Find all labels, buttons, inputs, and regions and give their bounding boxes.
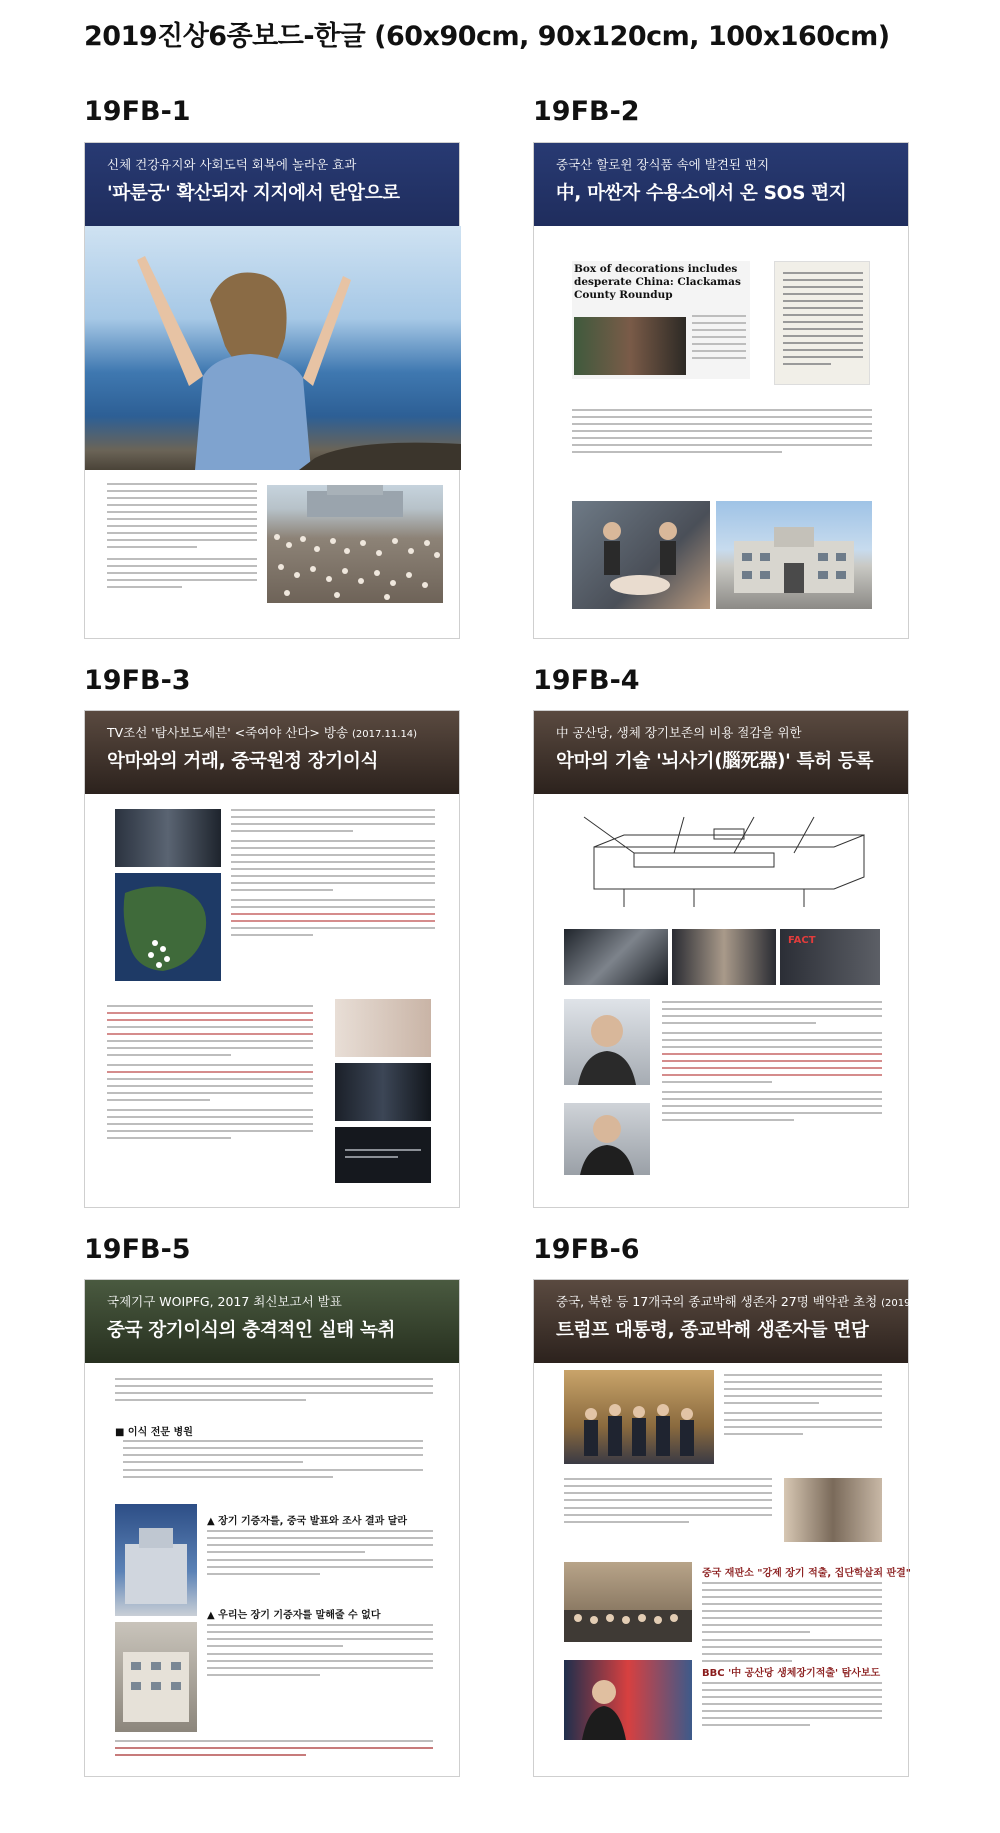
section-text	[123, 1440, 423, 1483]
board-subtitle-date: (2019.7.17)	[881, 1298, 940, 1309]
meeting-photo-2	[784, 1478, 882, 1542]
crowd-photo	[267, 485, 443, 603]
labor-camp-photo	[716, 501, 872, 609]
board-banner	[85, 1280, 459, 1363]
sos-letter-photo	[774, 261, 870, 385]
board-19fb-1[interactable]	[84, 142, 460, 639]
intro-text	[115, 1378, 433, 1406]
board-headline: 악마와의 거래, 중국원정 장기이식	[107, 751, 379, 772]
body-text	[107, 483, 257, 593]
body-text-2	[564, 1478, 772, 1528]
section-text	[207, 1624, 433, 1681]
body-text	[724, 1374, 882, 1440]
footer-text	[115, 1740, 433, 1761]
hospital-photo-2	[115, 1622, 197, 1732]
board-code-19fb-5: 19FB-5	[84, 1234, 191, 1265]
article-title: Box of decorations includes desperate China: Clackamas County Roundup	[574, 263, 741, 301]
section-title: BBC '中 공산당 생체장기적출' 탐사보도	[702, 1668, 881, 1679]
board-subtitle: 中 공산당, 생체 장기보존의 비용 절감을 위한	[556, 725, 802, 740]
section-title: 중국 재판소 "강제 장기 적출, 집단학살죄 판결"	[702, 1568, 911, 1579]
board-subtitle: 신체 건강유지와 사회도덕 회복에 놀라운 효과	[107, 157, 357, 172]
device-screenshot	[564, 929, 668, 985]
speaker-screenshot	[672, 929, 776, 985]
news-article-clipping	[572, 261, 750, 379]
board-headline: 중국 장기이식의 충격적인 실태 녹취	[107, 1320, 396, 1341]
board-subtitle-date: (2017.11.14)	[352, 729, 418, 740]
interview-screenshot	[335, 1063, 431, 1121]
section-text	[702, 1582, 882, 1667]
board-19fb-6[interactable]	[533, 1279, 940, 1777]
section-text	[207, 1530, 433, 1580]
fact-label: FACT	[788, 935, 816, 946]
expert-portrait-2	[564, 1103, 650, 1175]
board-code-19fb-4: 19FB-4	[533, 665, 640, 696]
board-banner	[85, 711, 459, 794]
china-map-image	[115, 873, 221, 981]
board-code-19fb-1: 19FB-1	[84, 96, 191, 127]
board-19fb-5[interactable]	[84, 1279, 460, 1777]
tv-screenshot	[115, 809, 221, 867]
board-subtitle: 중국, 북한 등 17개국의 종교박해 생존자 27명 백악관 초청	[556, 1294, 878, 1309]
board-code-19fb-2: 19FB-2	[533, 96, 640, 127]
board-banner	[534, 711, 908, 794]
hospital-photo-1	[115, 1504, 197, 1616]
board-code-19fb-6: 19FB-6	[533, 1234, 640, 1265]
board-subtitle: 국제기구 WOIPFG, 2017 최신보고서 발표	[107, 1294, 342, 1309]
board-banner	[534, 1280, 940, 1363]
article-photo	[574, 317, 686, 375]
meditation-photo	[85, 226, 461, 470]
fact-screenshot	[780, 929, 880, 985]
board-headline: 악마의 기술 '뇌사기(腦死器)' 특허 등록	[556, 751, 874, 772]
section-title: ▲ 장기 기증자를, 중국 발표와 조사 결과 달라	[207, 1516, 408, 1527]
board-headline: 트럼프 대통령, 종교박해 생존자들 면담	[556, 1320, 869, 1341]
page-title: 2019진상6종보드-한글 (60x90cm, 90x120cm, 100x160cm)	[84, 21, 890, 52]
board-code-19fb-3: 19FB-3	[84, 665, 191, 696]
board-subtitle: 중국산 할로윈 장식품 속에 발견된 편지	[556, 157, 770, 172]
body-text	[572, 409, 872, 458]
body-text-2	[107, 1005, 313, 1144]
board-19fb-2[interactable]	[533, 142, 909, 639]
tribunal-photo	[564, 1562, 692, 1642]
board-19fb-4[interactable]	[533, 710, 909, 1208]
organ-diagram-image	[335, 999, 431, 1057]
section-text	[702, 1682, 882, 1731]
torture-illustration	[572, 501, 710, 609]
board-headline: '파룬궁' 확산되자 지지에서 탄압으로	[107, 183, 400, 204]
section-title: ▲ 우리는 장기 기증자를 말해줄 수 없다	[207, 1610, 381, 1621]
body-text	[231, 809, 435, 941]
board-banner	[534, 143, 908, 226]
body-text	[662, 1001, 882, 1126]
board-subtitle: TV조선 '탐사보도세븐' <죽여야 산다> 방송	[107, 725, 349, 740]
expert-portrait-1	[564, 999, 650, 1085]
board-headline: 中, 마싼자 수용소에서 온 SOS 편지	[556, 183, 847, 204]
section-title: ■ 이식 전문 병원	[115, 1427, 193, 1438]
bbc-broadcast-screenshot	[564, 1660, 692, 1740]
board-banner	[85, 143, 459, 226]
white-house-meeting-photo	[564, 1370, 714, 1464]
patent-diagram	[564, 807, 880, 919]
documentary-screenshot	[335, 1127, 431, 1183]
board-19fb-3[interactable]	[84, 710, 460, 1208]
